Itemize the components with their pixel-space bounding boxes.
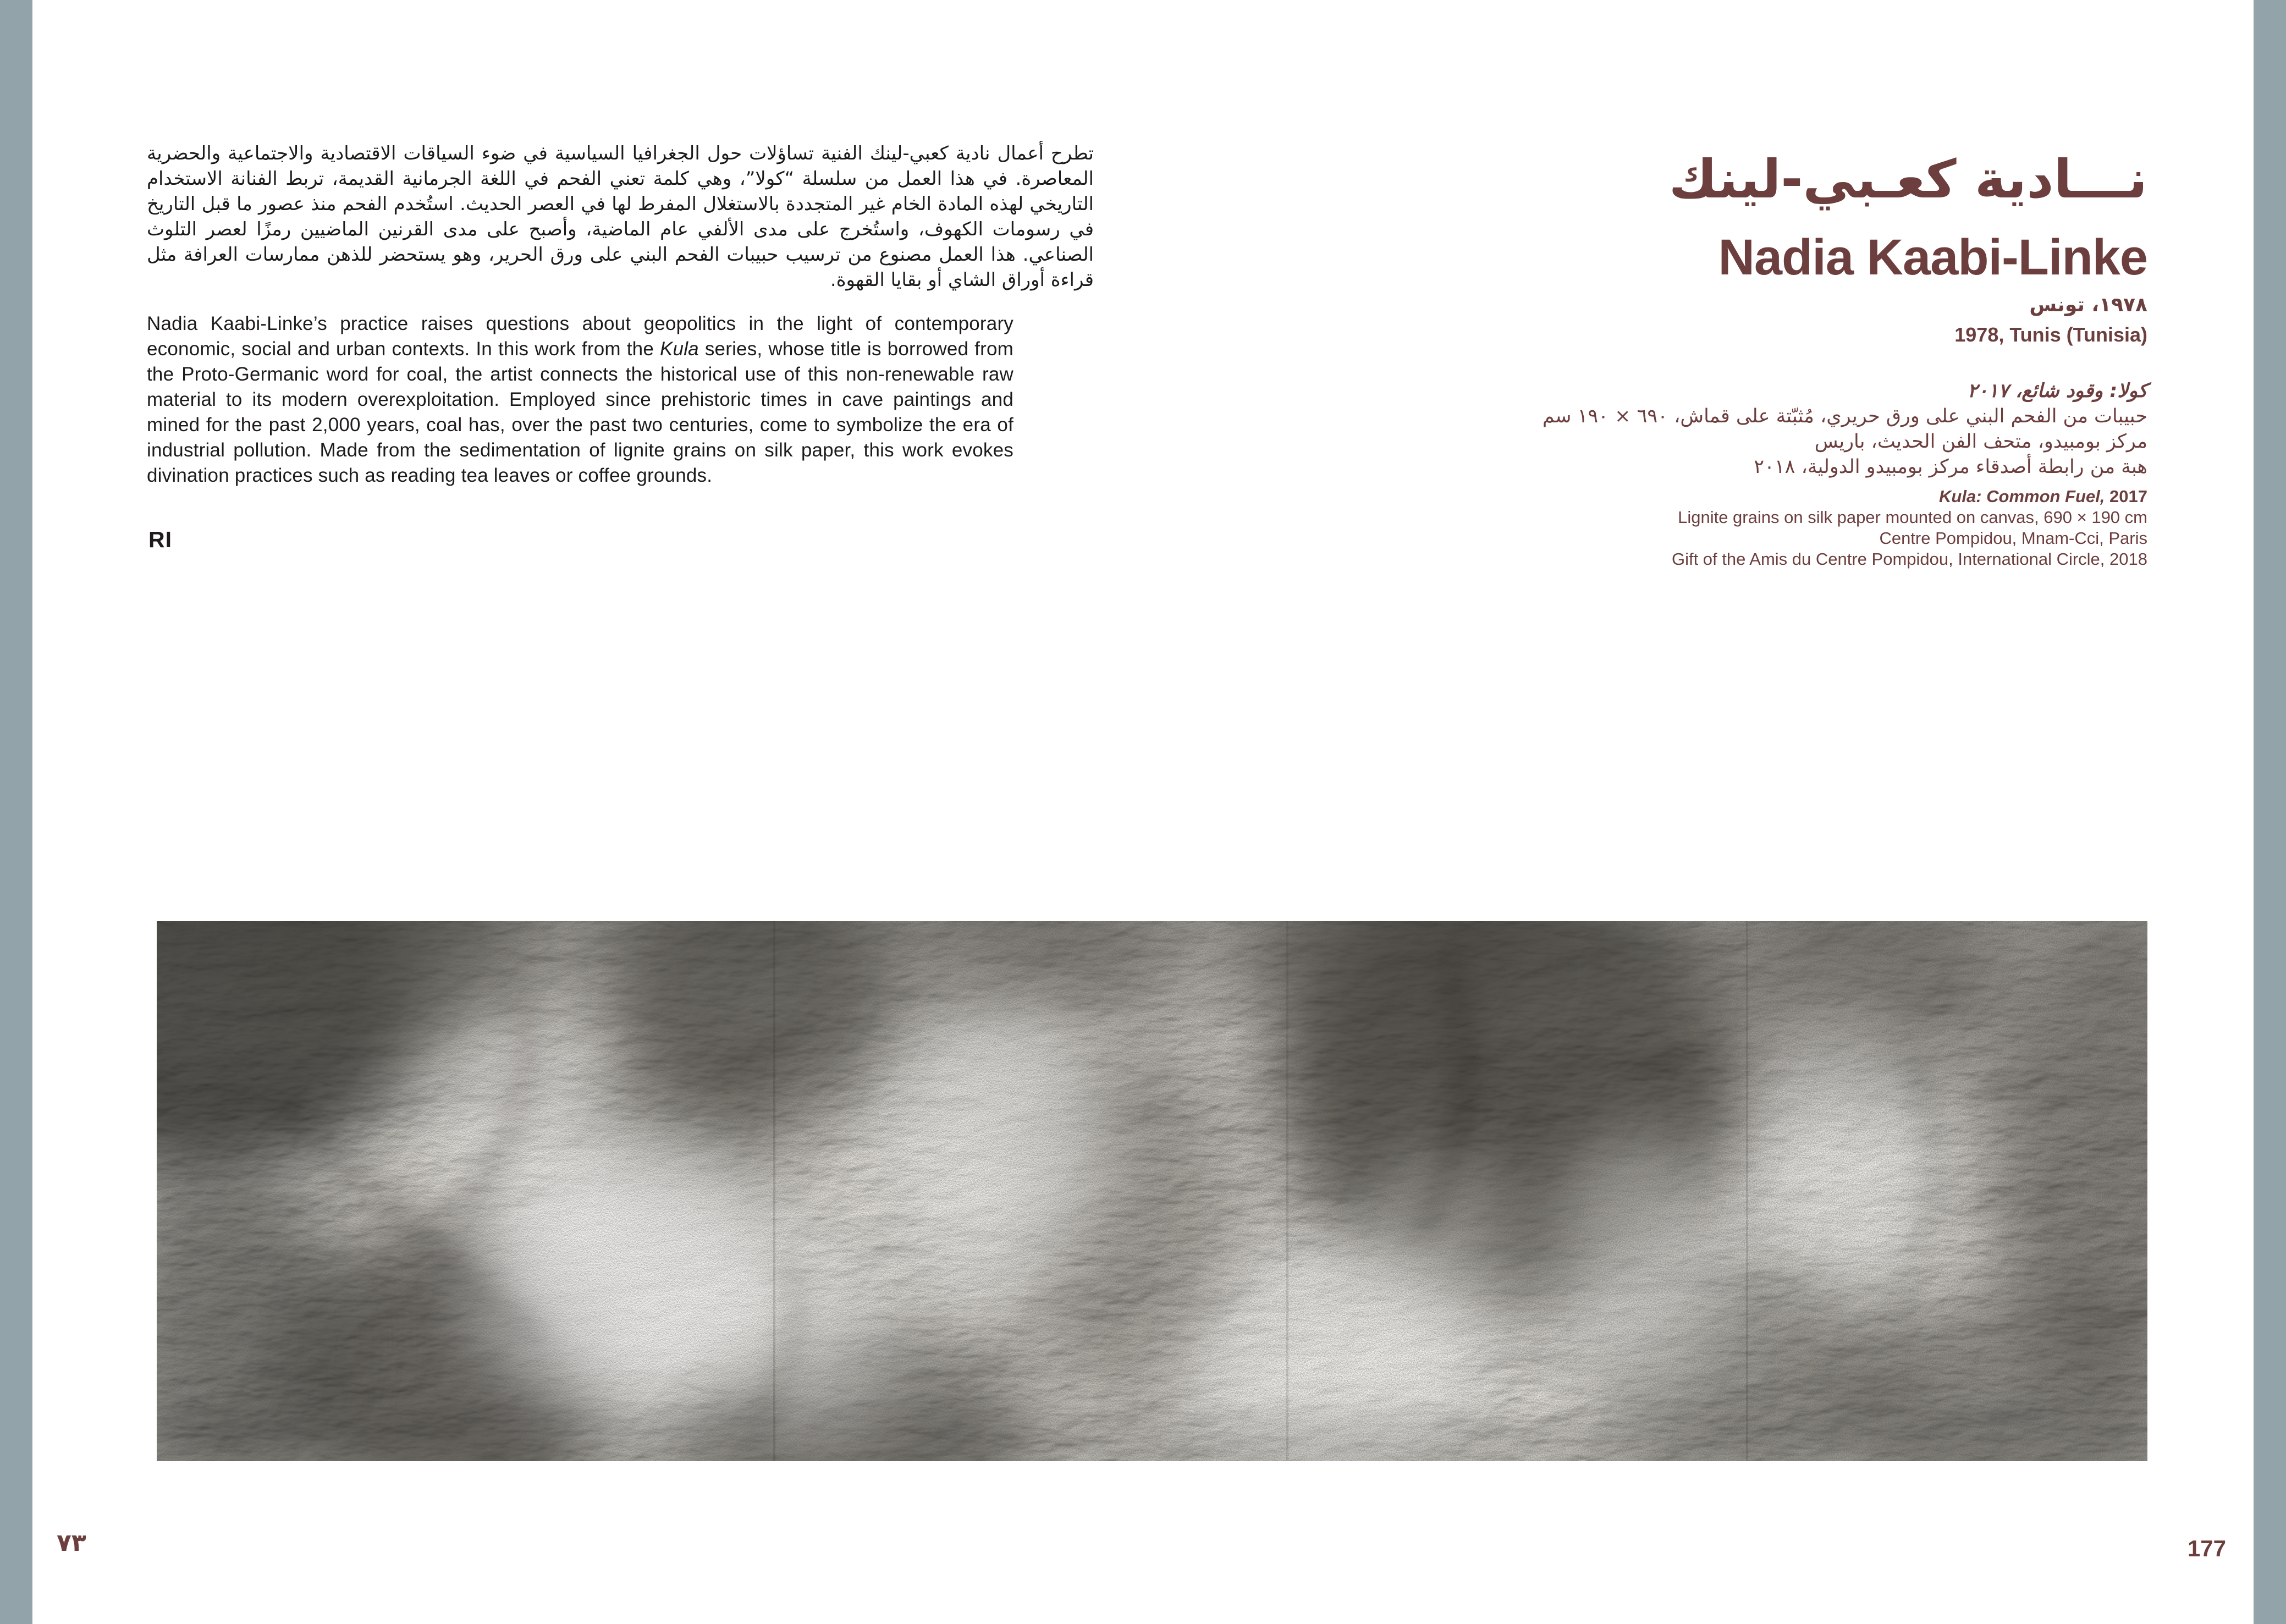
artist-bio-arabic: تطرح أعمال نادية كعبي-لينك الفنية تساؤلات حول الجغرافيا السياسية في ضوء السياقات الاقتصادية والاجتماعية والحضرية المعاصرة. في هذا العمل من سلسلة “كولا”، وهي كلمة تعني الفحم في اللغة الجرمانية القديمة، تربط الفنانة الاستخدام التاريخي لهذه المادة الخام غير المتجددة بالاستغلال المفرط لها في العصر الحديث. استُخدم الفحم منذ عصور ما قبل التاريخ في رسومات الكهوف، واستُخرج على مدى الألفي عام الماضية، وأصبح على مدى القرنين الماضيين رمزًا لعصر التلوث الصناعي. هذا العمل مصنوع من ترسيب حبيبات الفحم البني على ورق الحرير، وهو يستحضر للذهن ممارسات العرافة مثل قراءة أوراق الشاي أو بقايا القهوة. (147, 142, 1094, 291)
artist-birth-arabic: ١٩٧٨، تونس (2029, 294, 2147, 316)
left-page-edge-band (0, 0, 32, 1624)
artist-birth-english: 1978, Tunis (Tunisia) (1954, 323, 2147, 346)
page-number-latin: 177 (2187, 1535, 2226, 1561)
artwork-image-kula-common-fuel (157, 921, 2147, 1461)
author-initials: RI (148, 527, 172, 552)
artwork-title-italic: Kula: Common Fuel, (1939, 487, 2105, 506)
caption-line-medium-english: Lignite grains on silk paper mounted on canvas, 690 × 190 cm (1678, 508, 2147, 527)
bio-text-before: Nadia Kaabi-Linke’s practice raises questions about geopolitics in the light of contemporary economic, social and urban contexts. In this work from the (147, 313, 1013, 360)
artwork-caption-english (1672, 486, 2147, 570)
artist-bio-english (147, 311, 1013, 488)
artwork-title-year: 2017 (2105, 487, 2147, 506)
page-number-arabic: ٧٣ (57, 1529, 86, 1557)
artwork-caption-arabic (1543, 378, 2147, 480)
artwork-title-arabic: كولا: وقود شائع، ٢٠١٧ (1967, 380, 2147, 402)
caption-line-credit-english: Gift of the Amis du Centre Pompidou, International Circle, 2018 (1671, 549, 2147, 569)
caption-line-credit-arabic: هبة من رابطة أصدقاء مركز بومبيدو الدولية، ٢٠١٨ (1754, 456, 2147, 478)
series-title-italic: Kula (660, 338, 699, 360)
bio-text-after: series, whose title is borrowed from the Proto-Germanic word for coal, the artist connects the historical use of this non-renewable raw material to its modern overexploitation. Employed since prehistoric times in cave paintings and mined for the past 2,000 years, coal has, over the past two centuries, come to symbolize the era of industrial pollution. Made from the sedimentation of lignite grains on silk paper, this work evokes divination practices such as reading tea leaves or coffee grounds. (147, 338, 1013, 486)
artist-name-english: Nadia Kaabi-Linke (1718, 229, 2147, 285)
caption-line-collection-arabic: مركز بومبيدو، متحف الفن الحديث، باريس (1814, 431, 2147, 453)
artwork-texture-graphic (157, 921, 2147, 1461)
caption-line-medium-arabic: حبيبات من الفحم البني على ورق حريري، مُثبّتة على قماش، ٦٩٠ × ١٩٠ سم (1542, 405, 2147, 427)
right-page-edge-band (2254, 0, 2286, 1624)
caption-line-collection-english: Centre Pompidou, Mnam-Cci, Paris (1879, 529, 2147, 548)
artist-name-arabic: نـــادية كعـبي-لينك (1668, 148, 2147, 210)
artwork-title-english (1672, 486, 2147, 507)
